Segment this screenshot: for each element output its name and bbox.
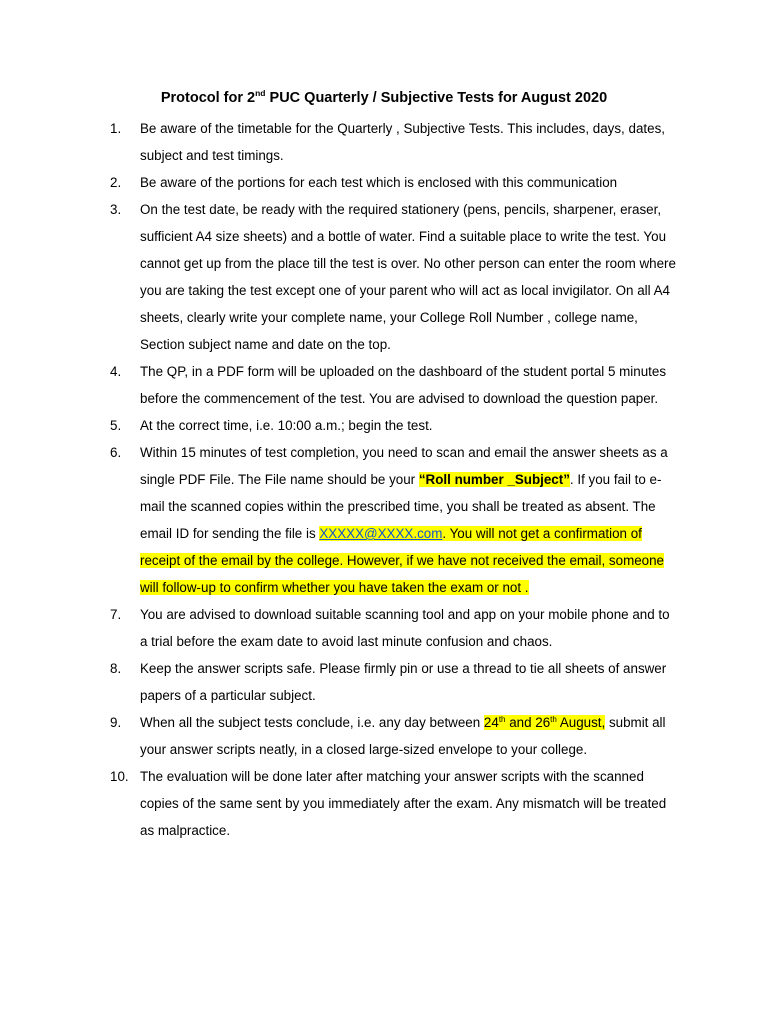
list-item-7 [110,601,678,655]
list-item-2 [110,169,678,196]
filename-format-highlight: “Roll number _Subject” [418,472,570,487]
title-text-rest: PUC Quarterly / Subjective Tests for August 2020 [265,90,608,106]
item-text: At the correct time, i.e. 10:00 a.m.; begin the test. [140,418,433,433]
item-text: . [442,526,450,541]
list-item-10 [110,763,678,844]
item-text: Keep the answer scripts safe. Please firmly pin or use a thread to tie all sheets of answer papers of a particular subject. [140,661,667,703]
list-item-5 [110,412,678,439]
item-number: 3. [110,202,122,217]
item-number: 10. [110,769,129,784]
date-end-suffix: th [550,715,557,724]
item-text: . If you fail to e-mail the scanned copies within the prescribed time, you shall be treated as absent. The email ID for sending the file is [140,472,662,541]
item-text: submit all your answer scripts neatly, in a closed large-sized envelope to your college. [140,715,666,757]
item-number: 4. [110,364,122,379]
item-number: 8. [110,661,122,676]
document-title [0,88,768,108]
item-number: 2. [110,175,122,190]
item-number: 5. [110,418,122,433]
date-end: and 26 [505,715,551,730]
date-range-highlight [484,715,605,730]
item-text: When all the subject tests conclude, i.e. any day between [140,715,484,730]
list-item-9 [110,709,678,763]
list-item-6 [110,439,678,601]
item-number: 7. [110,607,122,622]
email-link[interactable]: XXXXX@XXXX.com [319,526,443,541]
list-item-8 [110,655,678,709]
confirmation-notice-highlight: You will not get a confirmation of receipt of the email by the college. However, if we have not received the email, someone will follow-up to confirm whether you have taken the exam or not . [140,526,665,595]
item-text: You are advised to download suitable scanning tool and app on your mobile phone and to a trial before the exam date to avoid last minute confusion and chaos. [140,607,670,649]
item-text: On the test date, be ready with the required stationery (pens, pencils, sharpener, eraser, sufficient A4 size sheets) and a bottle of water. Find a suitable place to write the test. You cannot get up from the place till the test is over. No other person can enter the room where you are taking the test except one of your parent who will act as local invigilator. On all A4 sheets, clearly write your complete name, your College Roll Number , college name, Section subject name and date on the top. [140,202,676,352]
item-text: The QP, in a PDF form will be uploaded on the dashboard of the student portal 5 minutes before the commencement of the test. You are advised to download the question paper. [140,364,667,406]
item-text: Within 15 minutes of test completion, you need to scan and email the answer sheets as a single PDF File. The File name should be your [140,445,668,487]
item-number: 1. [110,121,122,136]
item-text: Be aware of the portions for each test which is enclosed with this communication [140,175,618,190]
title-text: Protocol for 2 [160,90,256,106]
title-superscript: nd [255,88,266,98]
date-start: 24 [483,715,499,730]
list-item-1 [110,115,678,169]
list-item-4 [110,358,678,412]
date-start-suffix: th [498,715,506,724]
protocol-list [110,115,678,844]
item-text: The evaluation will be done later after matching your answer scripts with the scanned copies of the same sent by you immediately after the exam. Any mismatch will be treated as malpractice. [140,769,667,838]
list-item-3 [110,196,678,358]
date-month: August, [556,715,606,730]
item-number: 6. [110,445,122,460]
item-number: 9. [110,715,122,730]
item-text: Be aware of the timetable for the Quarterly , Subjective Tests. This includes, days, dates, subject and test timings. [140,121,665,163]
